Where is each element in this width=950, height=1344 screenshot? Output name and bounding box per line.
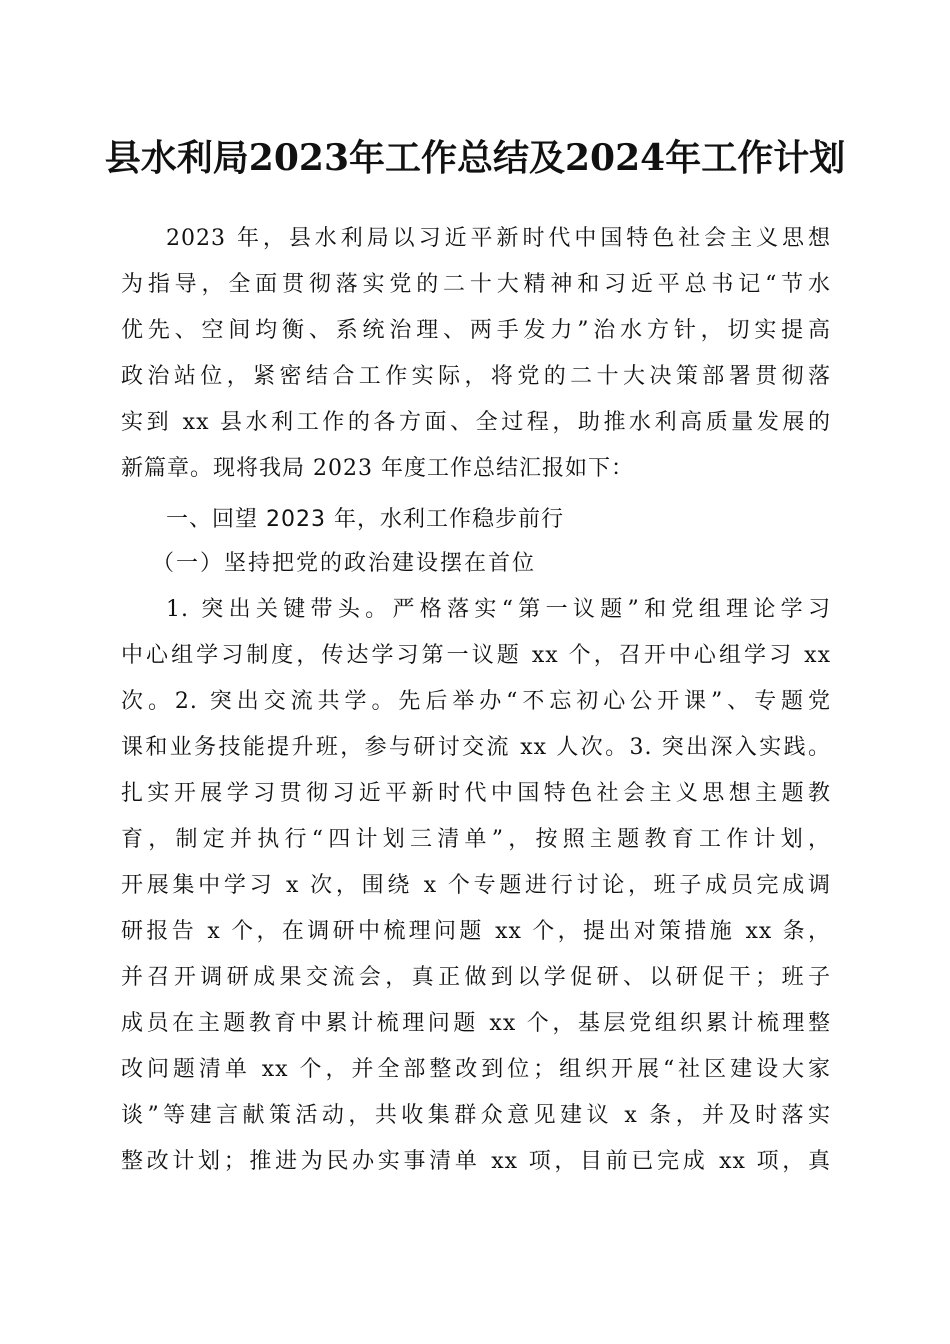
body-line: 谈”等建言献策活动，共收集群众意见建议 x 条，并及时落实 xyxy=(121,1103,831,1128)
document-title: 县水利局2023年工作总结及2024年工作计划 xyxy=(104,137,846,179)
intro-line: 新篇章。现将我局 2023 年度工作总结汇报如下： xyxy=(121,456,634,481)
body-line: 育，制定并执行“四计划三清单”，按照主题教育工作计划， xyxy=(121,827,831,852)
body-line: 中心组学习制度，传达学习第一议题 xx 个，召开中心组学习 xx xyxy=(121,643,831,668)
intro-line: 优先、空间均衡、系统治理、两手发力”治水方针，切实提高 xyxy=(121,318,831,343)
body-line: 1. 突出关键带头。严格落实“第一议题”和党组理论学习 xyxy=(166,597,831,622)
body-line: 研报告 x 个，在调研中梳理问题 xx 个，提出对策措施 xx 条， xyxy=(121,919,831,944)
subsection-heading: （一）坚持把党的政治建设摆在首位 xyxy=(152,551,537,576)
body-line: 次。2. 突出交流共学。先后举办“不忘初心公开课”、专题党 xyxy=(121,689,831,714)
intro-line: 实到 xx 县水利工作的各方面、全过程，助推水利高质量发展的 xyxy=(121,410,831,435)
intro-line: 2023 年，县水利局以习近平新时代中国特色社会主义思想 xyxy=(166,226,831,251)
section-heading: 一、回望 2023 年，水利工作稳步前行 xyxy=(166,507,564,532)
body-line: 改问题清单 xx 个，并全部整改到位；组织开展“社区建设大家 xyxy=(121,1057,831,1082)
body-line: 并召开调研成果交流会，真正做到以学促研、以研促干；班子 xyxy=(121,965,831,990)
intro-line: 为指导，全面贯彻落实党的二十大精神和习近平总书记“节水 xyxy=(121,272,831,297)
body-line: 成员在主题教育中累计梳理问题 xx 个，基层党组织累计梳理整 xyxy=(121,1011,831,1036)
body-line: 开展集中学习 x 次，围绕 x 个专题进行讨论，班子成员完成调 xyxy=(121,873,831,898)
body-line: 课和业务技能提升班，参与研讨交流 xx 人次。3. 突出深入实践。 xyxy=(121,735,831,760)
body-line: 扎实开展学习贯彻习近平新时代中国特色社会主义思想主题教 xyxy=(121,781,831,806)
body-line: 整改计划；推进为民办实事清单 xx 项，目前已完成 xx 项，真 xyxy=(121,1149,831,1174)
intro-line: 政治站位，紧密结合工作实际，将党的二十大决策部署贯彻落 xyxy=(121,364,831,389)
